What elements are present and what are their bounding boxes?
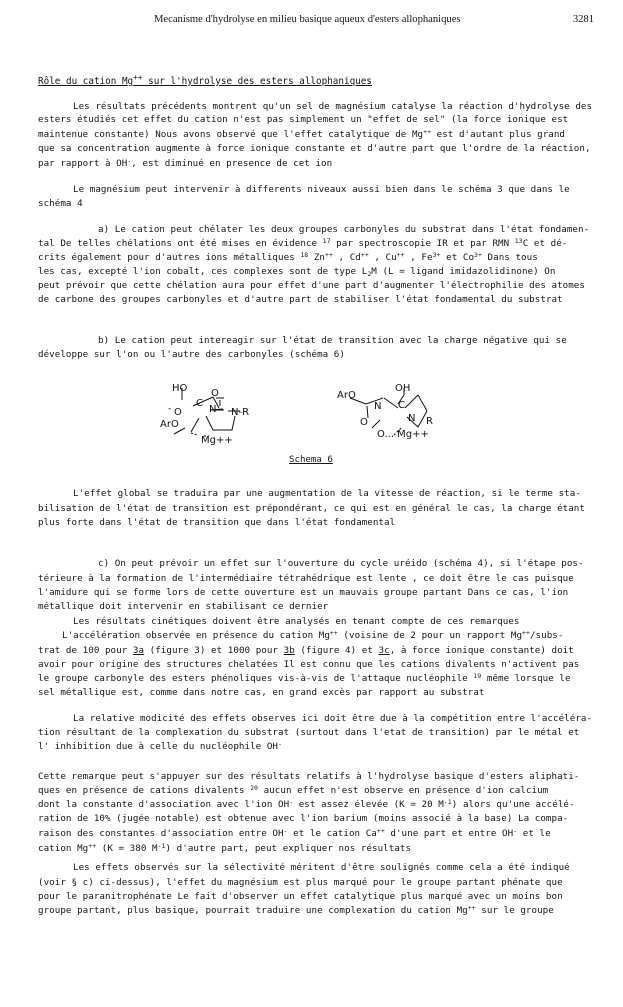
p3-line-3-segment-12: 3+ bbox=[474, 251, 482, 259]
p9-line-3-segment-3: est assez élevée (K = 20 M bbox=[293, 799, 444, 810]
p3-line-2-segment-4: 13 bbox=[514, 237, 523, 245]
p7-line-6 bbox=[38, 687, 485, 699]
p3-line-2-segment-5: C et dé- bbox=[522, 238, 568, 249]
p9-line-3-segment-4: -1 bbox=[443, 798, 452, 806]
p3-line-3-segment-10: 3+ bbox=[432, 251, 441, 259]
p9-line-6-segment-3: (K = 380 M bbox=[96, 843, 158, 854]
p7-line-2-segment-4: ++ bbox=[522, 629, 530, 637]
p7-line-2-segment-1: L'accélération observée en présence du cation Mg bbox=[62, 630, 330, 641]
p4-line-2-segment-1: développe sur l'on ou l'autre des carbonyles (schéma 6) bbox=[38, 349, 345, 360]
p5-line-2-segment-1: bilisation de l'état de transition est prépondérant, ce qui est en général le cas, la charge étant bbox=[38, 503, 585, 514]
p9-line-6-segment-1: cation Mg bbox=[38, 843, 89, 854]
p1-line-1-segment-1: Les résultats précédents montrent qu'un sel de magnésium catalyse la réaction d'hydrolyse des bbox=[73, 101, 593, 112]
p2-line-2 bbox=[38, 198, 83, 210]
p10-line-4-segment-2: ++ bbox=[467, 904, 476, 912]
p1-line-3-segment-3: est d'autant plus grand bbox=[431, 129, 566, 140]
p9-line-5-segment-2: - bbox=[283, 827, 288, 835]
p6-line-1 bbox=[98, 558, 584, 570]
p6-line-2 bbox=[38, 573, 574, 585]
p6-line-3 bbox=[38, 587, 568, 599]
p9-line-5-segment-4: ++ bbox=[376, 827, 385, 835]
p9-line-1 bbox=[38, 771, 579, 783]
p3-line-1-segment-1: a) Le cation peut chélater les deux groupes carbonyles du substrat dans l'état fondamen- bbox=[98, 224, 590, 235]
p10-line-1-segment-1: Les effets observés sur la sélectivité méritent d'être soulignés comme cela a été indiqué bbox=[73, 862, 570, 873]
p5-line-1-segment-1: L'effet global se traduira par une augmentation de la vitesse de réaction, si le terme sta- bbox=[73, 488, 581, 499]
p7-line-2-segment-5: /subs- bbox=[529, 630, 564, 641]
p1-line-3 bbox=[38, 129, 565, 141]
p6-line-2-segment-1: térieure à la formation de l'intermédiaire tétrahédrique est lente , ce doit être le cas puisque bbox=[38, 573, 574, 584]
p9-line-5-segment-3: et le cation Ca bbox=[287, 828, 377, 839]
mg-left-label: Mg++ bbox=[201, 435, 233, 446]
p7-line-6-segment-1: sel métallique est, comme dans notre cas, en grand excès par rapport au substrat bbox=[38, 687, 485, 698]
p7-line-3-segment-4: 3b bbox=[283, 645, 295, 656]
carbon-right-label: C bbox=[398, 400, 405, 411]
scheme-6-figure bbox=[0, 380, 623, 470]
p9-line-4-segment-1: ration de 10% (jugée notable) est obtenue avec l'ion barium (moins associé à la base) La compa- bbox=[38, 813, 569, 824]
p7-line-3-segment-1: trat de 100 pour bbox=[38, 645, 133, 656]
p3-line-3-segment-4: ++ bbox=[325, 251, 333, 259]
p3-line-3-segment-5: , Cd bbox=[332, 252, 361, 263]
p1-line-2-segment-1: esters étudiés cet effet du cation n'est pas simplement un "effet de sel" (la force ionique est bbox=[38, 114, 569, 125]
oh-label: OH bbox=[395, 383, 411, 394]
p10-line-3 bbox=[38, 891, 563, 903]
p9-line-2-segment-1: ques en présence de cations divalents bbox=[38, 785, 251, 796]
p7-line-3-segment-3: (figure 3) et 1000 pour bbox=[144, 645, 284, 656]
p4-line-2 bbox=[38, 349, 345, 361]
p9-line-6-segment-2: ++ bbox=[88, 842, 97, 850]
p3-line-3-segment-7: , Cu bbox=[368, 252, 397, 263]
p7-line-5 bbox=[38, 673, 571, 685]
p9-line-2-segment-3: aucun effet n'est observe en présence d'ion calcium bbox=[258, 785, 549, 796]
p9-line-5 bbox=[38, 828, 551, 840]
p1-line-2 bbox=[38, 114, 568, 126]
r-right-label: R bbox=[426, 416, 433, 427]
nitrogen-ring-label: N bbox=[408, 413, 416, 424]
p3-line-3-segment-13: Dans tous bbox=[481, 252, 538, 263]
p8-line-1 bbox=[73, 713, 592, 725]
section-title-pre: Rôle du cation Mg bbox=[38, 76, 134, 88]
section-title-post: sur l'hydrolyse des esters allophaniques bbox=[142, 76, 372, 88]
p7-line-3-segment-6: 3c bbox=[378, 645, 390, 656]
p8-line-3 bbox=[38, 741, 282, 753]
p5-line-3 bbox=[38, 517, 395, 529]
p10-line-3-segment-1: pour le paranitrophénate Le fait d'observer un effet catalytique plus marqué avec un moins bon bbox=[38, 891, 563, 902]
p3-line-3-segment-3: Zn bbox=[308, 252, 326, 263]
p4-line-1-segment-1: b) Le cation peut intereagir sur l'état de transition avec la charge négative qui se bbox=[98, 335, 567, 346]
p3-line-2-segment-2: 17 bbox=[322, 237, 331, 245]
p1-line-4-segment-1: que sa concentration augmente à force ionique constante et d'autre part que l'ordre de la réaction, bbox=[38, 143, 591, 154]
p7-line-5-segment-2: 19 bbox=[473, 672, 482, 680]
p3-line-6 bbox=[38, 294, 563, 306]
p8-line-3-segment-1: l' inhibition due à celle du nucléophile OH bbox=[38, 741, 278, 752]
p3-line-3 bbox=[38, 252, 538, 264]
p1-line-5 bbox=[38, 158, 332, 170]
p2-line-2-segment-1: schéma 4 bbox=[38, 198, 83, 209]
nitrogen-right-label: N bbox=[374, 401, 382, 412]
p3-line-3-segment-11: et Co bbox=[440, 252, 475, 263]
scheme-caption: Schema 6 bbox=[289, 455, 333, 465]
p7-line-5-segment-1: le groupe carbonyle des esters phénoliques vis-à-vis de l'attaque nucléophile bbox=[38, 673, 474, 684]
p10-line-2 bbox=[38, 877, 563, 889]
p9-line-3-segment-5: ) alors qu'une accélé- bbox=[451, 799, 575, 810]
p7-line-3-segment-7: , à force ionique constante) doit bbox=[389, 645, 574, 656]
p9-line-2-segment-2: 20 bbox=[250, 784, 259, 792]
p7-line-1 bbox=[73, 616, 520, 628]
p3-line-3-segment-1: crits également pour d'autres ions métalliques bbox=[38, 252, 301, 263]
p3-line-3-segment-6: ++ bbox=[360, 251, 369, 259]
p9-line-5-segment-6: - bbox=[513, 827, 518, 835]
p3-line-5-segment-1: peut prévoir que cette chélation aura pour effet d'une part d'augmenter l'électrophilie des atomes bbox=[38, 280, 585, 291]
p7-line-4 bbox=[38, 659, 579, 671]
p1-line-4 bbox=[38, 143, 591, 155]
p2-line-1-segment-1: Le magnésium peut intervenir à differents niveaux aussi bien dans le schéma 3 que dans le bbox=[73, 184, 570, 195]
p7-line-5-segment-3: même lorsque le bbox=[481, 673, 571, 684]
n-r-label: N-R bbox=[231, 407, 250, 418]
p1-line-5-segment-1: par rapport à OH bbox=[38, 158, 128, 169]
section-title-superscript: ++ bbox=[133, 73, 143, 82]
p5-line-3-segment-1: plus forte dans l'état de transition que dans l'état fondamental bbox=[38, 517, 396, 528]
p7-line-2 bbox=[62, 630, 563, 642]
minus-sign-label: - bbox=[168, 404, 172, 414]
p10-line-4-segment-1: groupe partant, plus basique, pourrait traduire une complexation du cation Mg bbox=[38, 905, 468, 916]
p3-line-5 bbox=[38, 280, 585, 292]
aro-right-label: ArO bbox=[337, 390, 356, 401]
page-header bbox=[58, 14, 618, 30]
p9-line-1-segment-1: Cette remarque peut s'appuyer sur des résultats relatifs à l'hydrolyse basique d'esters aliphati- bbox=[38, 771, 580, 782]
p1-line-5-segment-2: - bbox=[127, 157, 132, 165]
p10-line-4-segment-3: sur le groupe bbox=[475, 905, 554, 916]
oxygen-top-left-label: O bbox=[211, 388, 219, 399]
p9-line-5-segment-1: raison des constantes d'association entre OH bbox=[38, 828, 284, 839]
p3-line-3-segment-9: , Fe bbox=[404, 252, 433, 263]
p10-line-2-segment-1: (voir § c) ci-dessus), l'effet du magnésium est plus marqué pour le groupe partant phénate que bbox=[38, 877, 563, 888]
p1-line-3-segment-1: maintenue constante) Nous avons observé que l'effet catalytique de Mg bbox=[38, 129, 424, 140]
o-mg-right-label: O... Mg++ bbox=[377, 429, 429, 440]
p6-line-1-segment-1: c) On peut prévoir un effet sur l'ouverture du cycle uréido (schéma 4), si l'étape pos- bbox=[98, 558, 584, 569]
p9-line-3-segment-2: - bbox=[289, 798, 294, 806]
ho-label: HO bbox=[172, 383, 188, 394]
carbon-left-label: C bbox=[196, 398, 203, 409]
p6-line-4-segment-1: métallique doit intervenir en stabilisant ce dernier bbox=[38, 601, 329, 612]
p3-line-4-segment-3: M (L = ligand imidazolidinone) On bbox=[371, 266, 556, 277]
p8-line-3-segment-2: - bbox=[278, 740, 282, 748]
p2-line-1 bbox=[73, 184, 570, 196]
p8-line-2-segment-1: tion résultant de la complexation du substrat (surtout dans l'etat de transition) par le métal et bbox=[38, 727, 580, 738]
p3-line-4 bbox=[38, 266, 555, 278]
p3-line-2-segment-1: tal De telles chélations ont été mises en évidence bbox=[38, 238, 323, 249]
p7-line-2-segment-2: ++ bbox=[329, 629, 338, 637]
p6-line-3-segment-1: l'amidure qui se forme lors de cette ouverture est un mauvais groupe partant Dans ce cas, l'ion bbox=[38, 587, 569, 598]
section-title bbox=[38, 73, 372, 87]
p8-line-1-segment-1: La relative modicité des effets observes ici doit être due à la compétition entre l'accéléra- bbox=[73, 713, 593, 724]
p9-line-3-segment-1: dont la constante d'association avec l'ion OH bbox=[38, 799, 290, 810]
p7-line-3-segment-5: (figure 4) et bbox=[294, 645, 379, 656]
p7-line-3-segment-2: 3a bbox=[132, 645, 145, 656]
p8-line-2 bbox=[38, 727, 579, 739]
p3-line-2 bbox=[38, 238, 567, 250]
p3-line-2-segment-3: par spectroscopie IR et par RMN bbox=[330, 238, 515, 249]
p3-line-3-segment-8: ++ bbox=[396, 251, 405, 259]
p7-line-4-segment-1: avoir pour origine des structures chelatées Il est connu que les cations divalents n'activent pas bbox=[38, 659, 580, 670]
p9-line-4 bbox=[38, 813, 568, 825]
oxygen-minus-label: O bbox=[174, 407, 182, 418]
p7-line-3 bbox=[38, 645, 574, 657]
nitrogen-left-label: N bbox=[209, 404, 217, 415]
p1-line-5-segment-3: , est diminué en presence de cet ion bbox=[131, 158, 333, 169]
p3-line-4-segment-1: les cas, excepté l'ion cobalt, ces complexes sont de type L bbox=[38, 266, 368, 277]
p1-line-1 bbox=[73, 101, 592, 113]
p9-line-6-segment-5: ) d'autre part, peut expliquer nos résultats bbox=[165, 843, 412, 854]
p3-line-4-segment-2: 2 bbox=[367, 270, 372, 278]
page-number: 3281 bbox=[572, 14, 594, 25]
p1-line-3-segment-2: ++ bbox=[423, 128, 432, 136]
p9-line-2 bbox=[38, 785, 548, 797]
p7-line-2-segment-3: (voisine de 2 pour un rapport Mg bbox=[337, 630, 523, 641]
p9-line-6 bbox=[38, 843, 411, 855]
p10-line-4 bbox=[38, 905, 554, 917]
p3-line-1 bbox=[98, 224, 589, 236]
aro-left-label: ArO bbox=[160, 419, 179, 430]
oxygen-bottom-left-label: O bbox=[360, 417, 368, 428]
running-title: Mecanisme d'hydrolyse en milieu basique aqueux d'esters allophaniques bbox=[154, 14, 461, 25]
p9-line-5-segment-7: et le bbox=[517, 828, 551, 839]
p10-line-1 bbox=[73, 862, 570, 874]
p5-line-1 bbox=[73, 488, 581, 500]
p7-line-1-segment-1: Les résultats cinétiques doivent être analysés en tenant compte de ces remarques bbox=[73, 616, 520, 627]
p3-line-6-segment-1: de carbone des groupes carbonyles et d'autre part de stabiliser l'état fondamental du substrat bbox=[38, 294, 563, 305]
p9-line-5-segment-5: d'une part et entre OH bbox=[384, 828, 514, 839]
p3-line-3-segment-2: 18 bbox=[300, 251, 309, 259]
p9-line-3 bbox=[38, 799, 575, 811]
p6-line-4 bbox=[38, 601, 328, 613]
p5-line-2 bbox=[38, 503, 585, 515]
p9-line-6-segment-4: -1 bbox=[157, 842, 166, 850]
p4-line-1 bbox=[98, 335, 567, 347]
